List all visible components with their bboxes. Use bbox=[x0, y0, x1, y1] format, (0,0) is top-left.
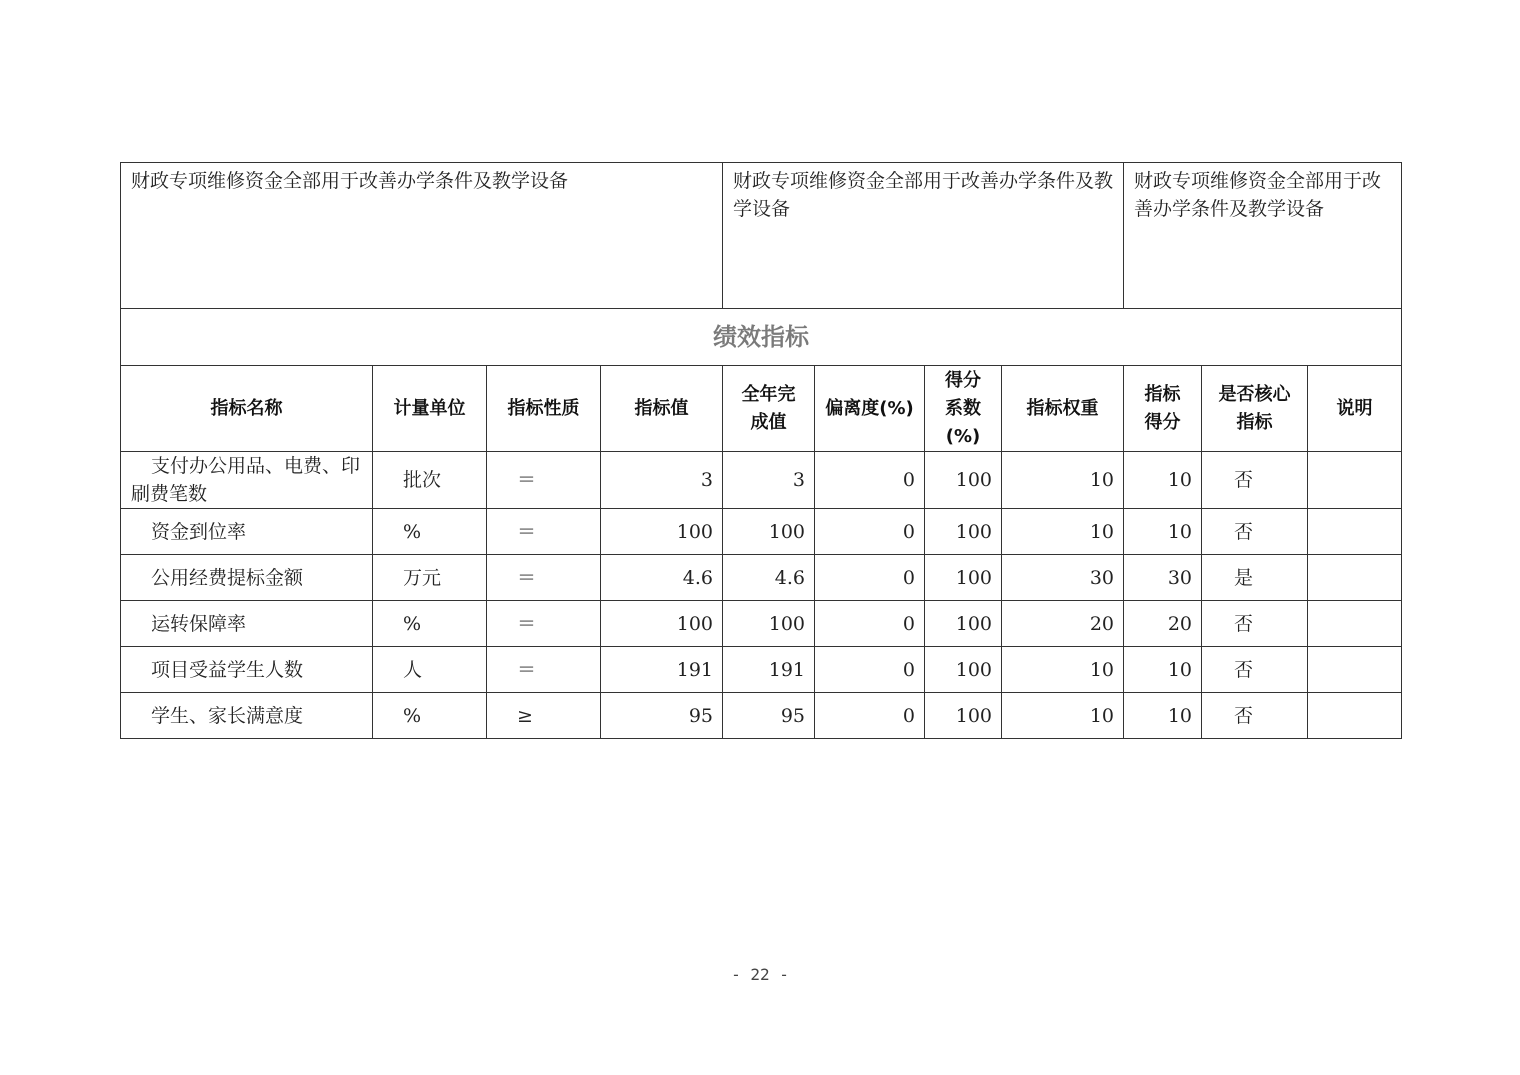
header-row bbox=[121, 366, 1402, 452]
header-coef-line1: 得分 bbox=[945, 369, 982, 391]
cell-note bbox=[1308, 555, 1402, 601]
cell-coef: 100 bbox=[925, 555, 1002, 601]
cell-deviation: 0 bbox=[815, 555, 925, 601]
header-weight: 指标权重 bbox=[1002, 366, 1124, 452]
cell-coef: 100 bbox=[925, 693, 1002, 739]
cell-unit: % bbox=[373, 509, 487, 555]
header-nature: 指标性质 bbox=[487, 366, 601, 452]
cell-name: 运转保障率 bbox=[121, 601, 373, 647]
cell-score: 10 bbox=[1124, 647, 1202, 693]
cell-unit: 万元 bbox=[373, 555, 487, 601]
cell-core: 否 bbox=[1202, 693, 1308, 739]
cell-weight: 10 bbox=[1002, 509, 1124, 555]
cell-coef: 100 bbox=[925, 601, 1002, 647]
cell-weight: 10 bbox=[1002, 647, 1124, 693]
cell-weight: 10 bbox=[1002, 693, 1124, 739]
cell-score: 20 bbox=[1124, 601, 1202, 647]
cell-annual: 4.6 bbox=[723, 555, 815, 601]
cell-op: ＝ bbox=[487, 452, 601, 509]
cell-value: 4.6 bbox=[601, 555, 723, 601]
header-coef-line2: 系数 bbox=[945, 397, 982, 419]
cell-score: 10 bbox=[1124, 509, 1202, 555]
cell-note bbox=[1308, 693, 1402, 739]
cell-annual: 191 bbox=[723, 647, 815, 693]
cell-core: 否 bbox=[1202, 647, 1308, 693]
cell-deviation: 0 bbox=[815, 509, 925, 555]
cell-score: 30 bbox=[1124, 555, 1202, 601]
header-annual-line2: 成值 bbox=[750, 411, 787, 433]
header-score-line2: 得分 bbox=[1144, 411, 1181, 433]
header-coef-line3: (%) bbox=[945, 425, 981, 447]
cell-weight: 30 bbox=[1002, 555, 1124, 601]
cell-deviation: 0 bbox=[815, 647, 925, 693]
cell-value: 3 bbox=[601, 452, 723, 509]
header-coef bbox=[925, 366, 1002, 452]
cell-note bbox=[1308, 452, 1402, 509]
cell-score: 10 bbox=[1124, 452, 1202, 509]
cell-core: 否 bbox=[1202, 601, 1308, 647]
cell-annual: 95 bbox=[723, 693, 815, 739]
header-unit: 计量单位 bbox=[373, 366, 487, 452]
cell-unit: % bbox=[373, 601, 487, 647]
header-core bbox=[1202, 366, 1308, 452]
goal-cell-3: 财政专项维修资金全部用于改善办学条件及教学设备 bbox=[1124, 163, 1402, 309]
cell-value: 191 bbox=[601, 647, 723, 693]
header-value: 指标值 bbox=[601, 366, 723, 452]
cell-coef: 100 bbox=[925, 452, 1002, 509]
table-row bbox=[121, 693, 1402, 739]
cell-core: 否 bbox=[1202, 452, 1308, 509]
cell-unit: 批次 bbox=[373, 452, 487, 509]
goal-description-row bbox=[121, 163, 1402, 309]
cell-weight: 10 bbox=[1002, 452, 1124, 509]
cell-value: 95 bbox=[601, 693, 723, 739]
cell-core: 是 bbox=[1202, 555, 1308, 601]
goal-cell-1: 财政专项维修资金全部用于改善办学条件及教学设备 bbox=[121, 163, 723, 309]
page-number: - 22 - bbox=[731, 965, 789, 984]
cell-name: 资金到位率 bbox=[121, 509, 373, 555]
performance-table bbox=[120, 162, 1402, 739]
header-annual bbox=[723, 366, 815, 452]
cell-op: ＝ bbox=[487, 601, 601, 647]
goal-cell-2: 财政专项维修资金全部用于改善办学条件及教学设备 bbox=[723, 163, 1124, 309]
header-core-line1: 是否核心 bbox=[1218, 383, 1291, 405]
cell-deviation: 0 bbox=[815, 693, 925, 739]
cell-unit: % bbox=[373, 693, 487, 739]
cell-coef: 100 bbox=[925, 509, 1002, 555]
cell-note bbox=[1308, 601, 1402, 647]
cell-note bbox=[1308, 647, 1402, 693]
cell-annual: 100 bbox=[723, 601, 815, 647]
cell-value: 100 bbox=[601, 601, 723, 647]
cell-deviation: 0 bbox=[815, 452, 925, 509]
cell-op: ＝ bbox=[487, 647, 601, 693]
section-title: 绩效指标 bbox=[121, 309, 1402, 366]
header-note: 说明 bbox=[1308, 366, 1402, 452]
cell-name: 支付办公用品、电费、印刷费笔数 bbox=[121, 452, 373, 509]
header-deviation: 偏离度(%) bbox=[815, 366, 925, 452]
table-row bbox=[121, 555, 1402, 601]
section-title-row bbox=[121, 309, 1402, 366]
header-name: 指标名称 bbox=[121, 366, 373, 452]
header-core-line2: 指标 bbox=[1236, 411, 1273, 433]
cell-deviation: 0 bbox=[815, 601, 925, 647]
cell-name: 学生、家长满意度 bbox=[121, 693, 373, 739]
cell-core: 否 bbox=[1202, 509, 1308, 555]
cell-name: 公用经费提标金额 bbox=[121, 555, 373, 601]
header-score-line1: 指标 bbox=[1144, 383, 1181, 405]
cell-note bbox=[1308, 509, 1402, 555]
table-row bbox=[121, 509, 1402, 555]
cell-op: ＝ bbox=[487, 509, 601, 555]
cell-value: 100 bbox=[601, 509, 723, 555]
cell-annual: 100 bbox=[723, 509, 815, 555]
table-row bbox=[121, 452, 1402, 509]
cell-coef: 100 bbox=[925, 647, 1002, 693]
cell-name: 项目受益学生人数 bbox=[121, 647, 373, 693]
cell-op: ≥ bbox=[487, 693, 601, 739]
table-row bbox=[121, 601, 1402, 647]
cell-score: 10 bbox=[1124, 693, 1202, 739]
cell-unit: 人 bbox=[373, 647, 487, 693]
table-row bbox=[121, 647, 1402, 693]
cell-op: ＝ bbox=[487, 555, 601, 601]
cell-weight: 20 bbox=[1002, 601, 1124, 647]
header-score bbox=[1124, 366, 1202, 452]
cell-annual: 3 bbox=[723, 452, 815, 509]
header-annual-line1: 全年完 bbox=[741, 383, 796, 405]
